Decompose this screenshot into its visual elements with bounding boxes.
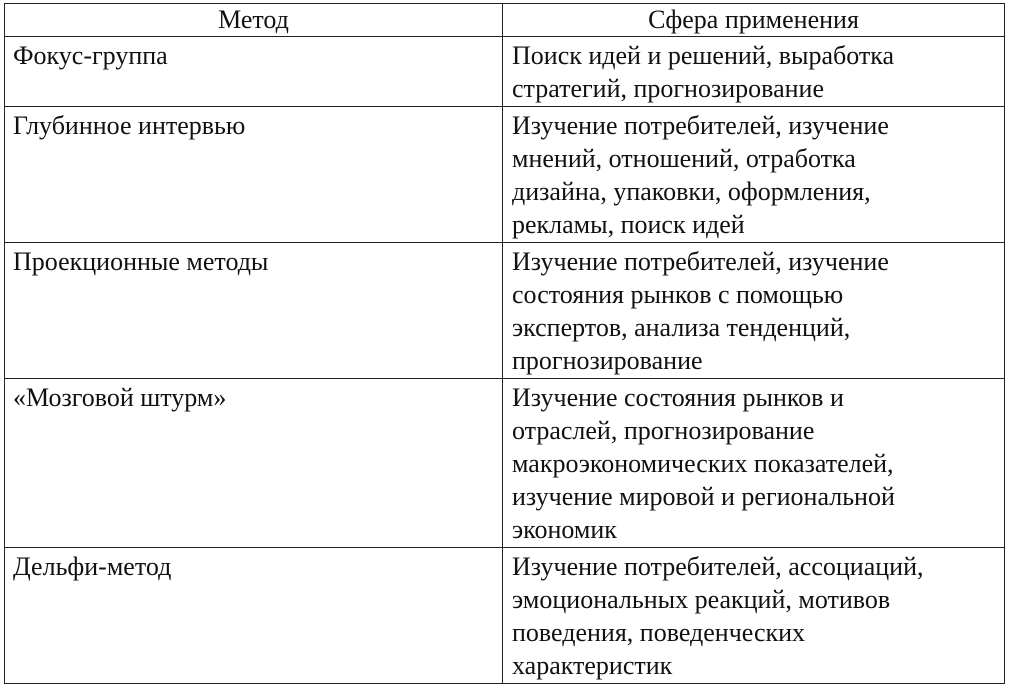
table-header xyxy=(5,4,1005,37)
header-sphere: Сфера применения xyxy=(503,4,1005,37)
methods-table xyxy=(4,3,1005,684)
table-row xyxy=(5,37,1005,107)
sphere-line: мнений, отношений, отработка xyxy=(512,144,856,173)
sphere-line: изучение мировой и региональной xyxy=(512,482,895,511)
sphere-line: стратегий, прогнозирование xyxy=(512,74,824,103)
method-cell: Глубинное интервью xyxy=(5,107,503,243)
sphere-line: отраслей, прогнозирование xyxy=(512,416,815,445)
sphere-line: Поиск идей и решений, выработка xyxy=(512,41,895,70)
method-cell: Дельфи-метод xyxy=(5,548,503,684)
sphere-cell xyxy=(503,548,1005,684)
sphere-line: характеристик xyxy=(512,651,673,680)
sphere-line: прогнозирование xyxy=(512,346,703,375)
sphere-line: Изучение состояния рынков и xyxy=(512,383,844,412)
sphere-cell xyxy=(503,243,1005,379)
sphere-line: макроэкономических показателей, xyxy=(512,449,894,478)
method-cell: Фокус-группа xyxy=(5,37,503,107)
sphere-line: Изучение потребителей, изучение xyxy=(512,111,889,140)
sphere-line: экспертов, анализа тенденций, xyxy=(512,313,851,342)
table-row xyxy=(5,107,1005,243)
table-row xyxy=(5,379,1005,548)
sphere-line: состояния рынков с помощью xyxy=(512,280,844,309)
sphere-cell xyxy=(503,37,1005,107)
method-cell: «Мозговой штурм» xyxy=(5,379,503,548)
header-row xyxy=(5,4,1005,37)
sphere-line: рекламы, поиск идей xyxy=(512,210,745,239)
sphere-cell xyxy=(503,379,1005,548)
table-body xyxy=(5,37,1005,684)
sphere-line: дизайна, упаковки, оформления, xyxy=(512,177,871,206)
sphere-line: экономик xyxy=(512,515,617,544)
sphere-line: поведения, поведенческих xyxy=(512,618,806,647)
sphere-line: Изучение потребителей, изучение xyxy=(512,247,889,276)
sphere-line: Изучение потребителей, ассоциаций, xyxy=(512,552,924,581)
header-method: Метод xyxy=(5,4,503,37)
method-cell: Проекционные методы xyxy=(5,243,503,379)
table-row xyxy=(5,243,1005,379)
table-row xyxy=(5,548,1005,684)
sphere-line: эмоциональных реакций, мотивов xyxy=(512,585,891,614)
sphere-cell xyxy=(503,107,1005,243)
